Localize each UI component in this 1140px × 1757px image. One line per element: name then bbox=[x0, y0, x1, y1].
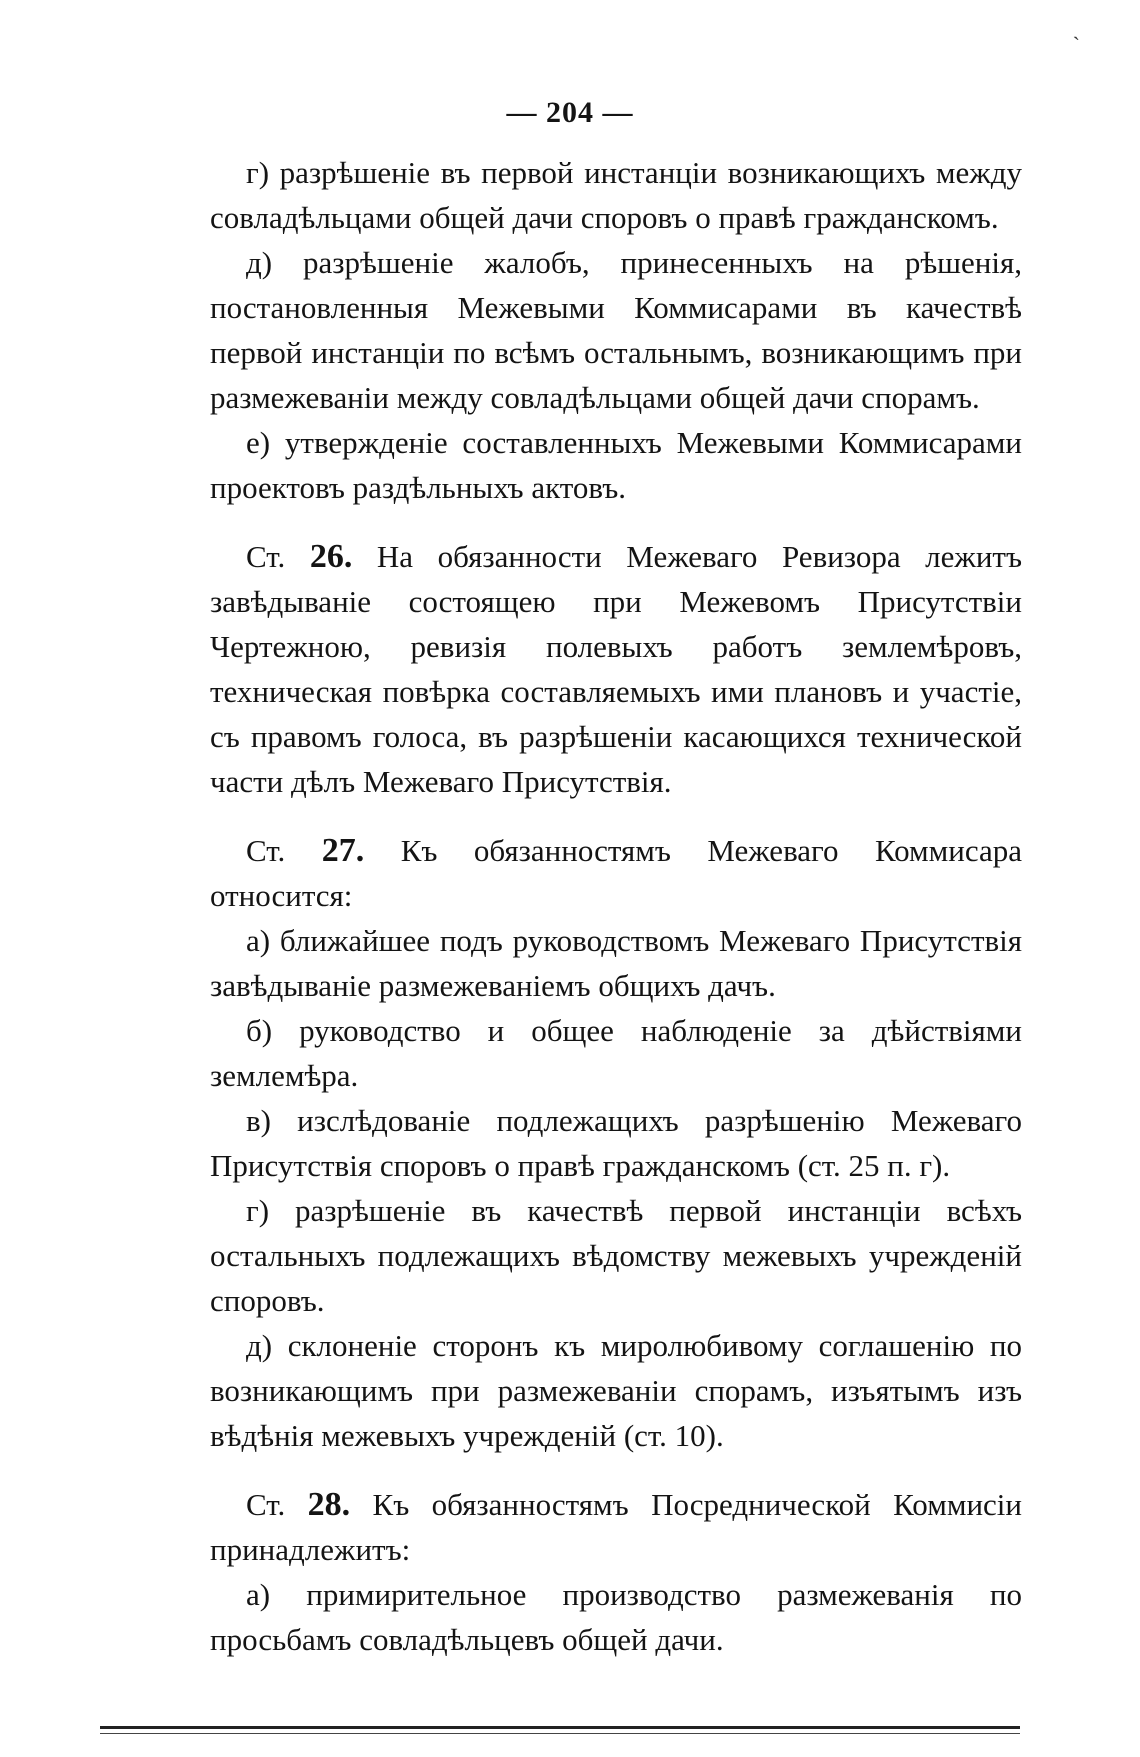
article-prefix: Ст. bbox=[246, 539, 286, 574]
article-number: 28. bbox=[307, 1486, 351, 1523]
scan-mark: ˴ bbox=[1072, 22, 1080, 47]
bottom-rule bbox=[100, 1722, 1020, 1738]
item-e-1 bbox=[210, 420, 1022, 510]
paragraph-text: Къ обязанностямъ Посреднической Коммисіи принадлежитъ: bbox=[210, 1487, 1022, 1567]
item-v-27 bbox=[210, 1098, 1022, 1188]
article-28 bbox=[210, 1482, 1022, 1572]
page-number: — 204 — bbox=[506, 96, 634, 129]
article-26 bbox=[210, 534, 1022, 804]
item-d-1 bbox=[210, 240, 1022, 420]
item-g-1 bbox=[210, 150, 1022, 240]
paragraph-text: г) разрѣшеніе въ первой инстанціи возникающихъ между совладѣльцами общей дачи споровъ о правѣ гражданскомъ. bbox=[210, 155, 1022, 235]
page-body bbox=[210, 150, 1022, 1662]
rule-thin bbox=[100, 1733, 1020, 1734]
article-prefix: Ст. bbox=[246, 1487, 286, 1522]
paragraph-text: в) изслѣдованіе подлежащихъ разрѣшенію Межеваго Присутствія споровъ о правѣ гражданскомъ (ст. 25 п. г). bbox=[210, 1103, 1022, 1183]
paragraph-text: д) разрѣшеніе жалобъ, принесенныхъ на рѣшенія, постановленныя Межевыми Коммисарами въ качествѣ первой инстанціи по всѣмъ остальнымъ, возникающимъ при размежеваніи между совладѣльцами общей дачи спорамъ. bbox=[210, 245, 1022, 415]
paragraph-text: На обязанности Межеваго Ревизора лежитъ завѣдываніе состоящею при Межевомъ Присутствіи Чертежною, ревизія полевыхъ работъ землемѣровъ, техническая повѣрка составляемыхъ ими плановъ и участіе, съ правомъ голоса, въ разрѣшеніи касающихся технической части дѣлъ Межеваго Присутствія. bbox=[210, 539, 1023, 799]
item-b-27 bbox=[210, 1008, 1022, 1098]
article-prefix: Ст. bbox=[246, 833, 286, 868]
rule-thick bbox=[100, 1726, 1020, 1729]
article-number: 26. bbox=[309, 538, 353, 575]
article-number: 27. bbox=[321, 832, 365, 869]
paragraph-text: д) склоненіе сторонъ къ миролюбивому соглашенію по возникающимъ при размежеваніи спорамъ, изъятымъ изъ вѣдѣнія межевыхъ учрежденій (ст. 10). bbox=[210, 1328, 1022, 1453]
article-27 bbox=[210, 828, 1022, 918]
paragraph-text: а) примирительное производство размежеванія по просьбамъ совладѣльцевъ общей дачи. bbox=[210, 1577, 1022, 1657]
item-d-27 bbox=[210, 1323, 1022, 1458]
paragraph-text: г) разрѣшеніе въ качествѣ первой инстанціи всѣхъ остальныхъ подлежащихъ вѣдомству межевыхъ учрежденій споровъ. bbox=[210, 1193, 1022, 1318]
paragraph-text: б) руководство и общее наблюденіе за дѣйствіями землемѣра. bbox=[210, 1013, 1022, 1093]
paragraph-text: е) утвержденіе составленныхъ Межевыми Коммисарами проектовъ раздѣльныхъ актовъ. bbox=[210, 425, 1022, 505]
item-g-27 bbox=[210, 1188, 1022, 1323]
paragraph-text: Къ обязанностямъ Межеваго Коммисара относится: bbox=[210, 833, 1023, 913]
item-a-28 bbox=[210, 1572, 1022, 1662]
item-a-27 bbox=[210, 918, 1022, 1008]
paragraph-text: а) ближайшее подъ руководствомъ Межеваго Присутствія завѣдываніе размежеваніемъ общихъ дачъ. bbox=[210, 923, 1022, 1003]
